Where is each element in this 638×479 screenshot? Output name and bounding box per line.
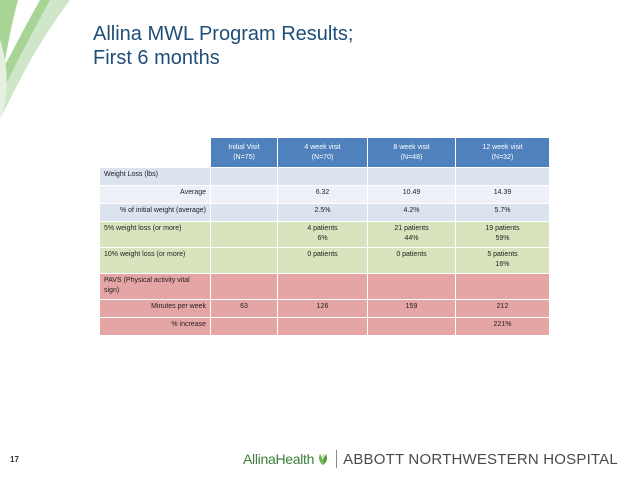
row-label: Weight Loss (lbs) [100, 168, 211, 186]
row-label: % of initial weight (average) [100, 204, 211, 222]
row-label: 5% weight loss (or more) [100, 222, 211, 248]
table-cell [211, 186, 278, 204]
table-cell: 4.2% [368, 204, 456, 222]
row-label: Minutes per week [100, 300, 211, 318]
table-row-pavs [100, 274, 550, 300]
header-initial-visit: Initial Visit (N=75) [211, 138, 278, 168]
table-cell: 63 [211, 300, 278, 318]
row-label: % increase [100, 318, 211, 336]
table-cell: 10.49 [368, 186, 456, 204]
table-row-ten-pct [100, 248, 550, 274]
row-label: 10% weight loss (or more) [100, 248, 211, 274]
header-12-week-visit: 12 week visit (N=32) [456, 138, 550, 168]
logo-divider [336, 450, 337, 468]
table-row-average [100, 186, 550, 204]
table-cell [278, 318, 368, 336]
page-number: 17 [10, 455, 19, 464]
table-cell: 0 patients [278, 248, 368, 274]
footer-logo [243, 450, 618, 468]
row-label: Average [100, 186, 211, 204]
table-cell: 14.39 [456, 186, 550, 204]
slide-title [93, 22, 353, 70]
results-table [99, 137, 550, 336]
table-row-minutes [100, 300, 550, 318]
table-cell [211, 248, 278, 274]
header-8-week-visit: 8 week visit (N=48) [368, 138, 456, 168]
table-cell: 21 patients 44% [368, 222, 456, 248]
table-cell: 5.7% [456, 204, 550, 222]
table-cell: 0 patients [368, 248, 456, 274]
table-cell: 5 patients 16% [456, 248, 550, 274]
header-blank-cell [100, 138, 211, 168]
table-cell: 6.32 [278, 186, 368, 204]
table-cell [211, 204, 278, 222]
slide-title-line2: First 6 months [93, 47, 220, 69]
table-cell [211, 222, 278, 248]
table-cell [211, 318, 278, 336]
table-row-pct-initial [100, 204, 550, 222]
slide-title-line1: Allina MWL Program Results; [93, 23, 354, 45]
abbott-northwestern-wordmark: ABBOTT NORTHWESTERN HOSPITAL [343, 450, 618, 468]
table-cell: 2.5% [278, 204, 368, 222]
leaf-logo-icon [316, 452, 330, 466]
table-cell: 4 patients 6% [278, 222, 368, 248]
allina-health-wordmark: AllinaHealth [243, 451, 315, 467]
table-row-increase [100, 318, 550, 336]
table-cell: 212 [456, 300, 550, 318]
table-row-five-pct [100, 222, 550, 248]
table-cell: 221% [456, 318, 550, 336]
table-cell: 126 [278, 300, 368, 318]
row-label: PAVS (Physical activity vital sign) [100, 274, 211, 300]
table-cell: 159 [368, 300, 456, 318]
header-4-week-visit: 4 week visit (N=70) [278, 138, 368, 168]
table-row-weight-loss [100, 168, 550, 186]
table-cell [368, 318, 456, 336]
leaf-graphic-icon [0, 0, 80, 120]
table-header-row [100, 138, 550, 168]
table-cell: 19 patients 59% [456, 222, 550, 248]
